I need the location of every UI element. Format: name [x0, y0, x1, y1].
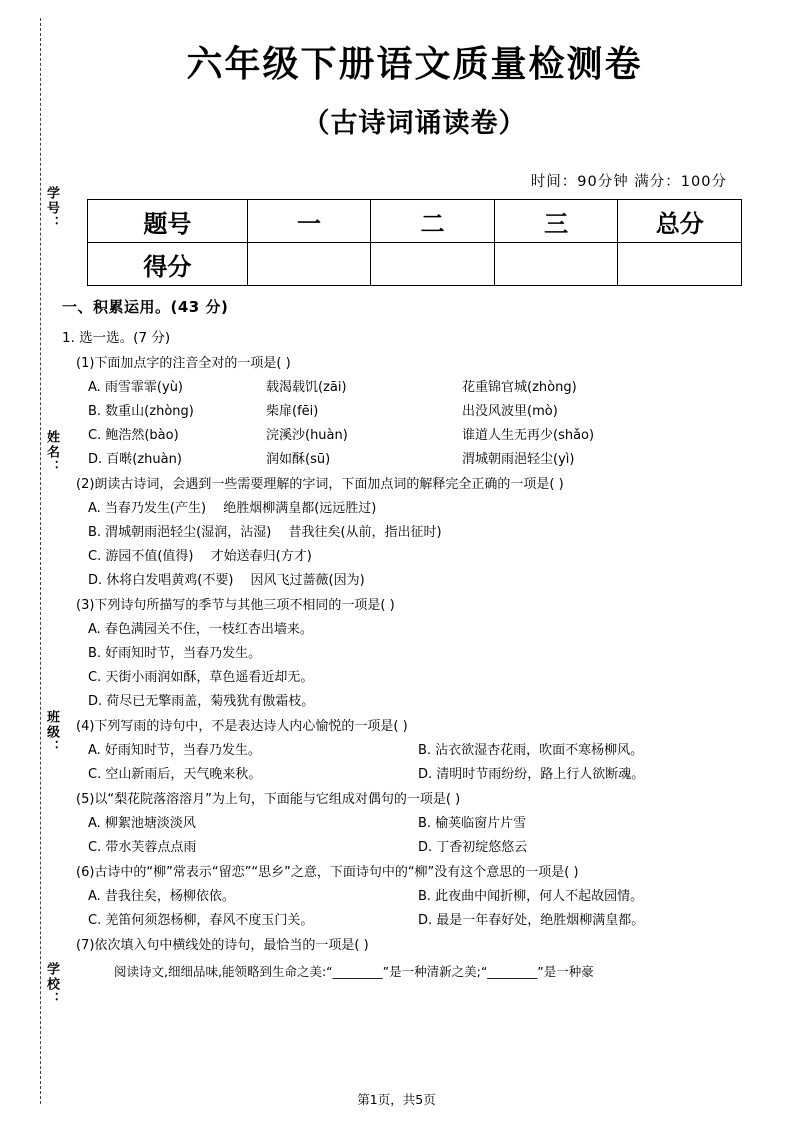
option-row	[88, 885, 767, 904]
option-b[interactable]: B. 榆荚临窗片片雪	[418, 816, 527, 831]
option-a[interactable]: A. 当春乃发生(产生) 绝胜烟柳满皇都(远远胜过)	[88, 501, 377, 516]
side-label-school: 学校：	[45, 962, 60, 1007]
option-c[interactable]: C. 空山新雨后，天气晚来秋。	[88, 767, 262, 782]
score-table	[87, 199, 742, 286]
side-label-class: 班级：	[45, 710, 60, 755]
score-table-cell: 一	[247, 200, 371, 243]
question-1-3-stem: (3)下列诗句所描写的季节与其他三项不相同的一项是( )	[76, 598, 395, 613]
option-d-part3[interactable]: 渭城朝雨浥轻尘(yì)	[462, 452, 575, 467]
option-d[interactable]: D. 最是一年春好处，绝胜烟柳满皇都。	[418, 913, 645, 928]
option-c[interactable]: C. 天街小雨润如酥，草色遥看近却无。	[88, 670, 314, 685]
option-b-part3[interactable]: 出没风波里(mò)	[462, 404, 558, 419]
page-footer: 第1页，共5页	[357, 1092, 436, 1107]
option-row	[88, 763, 767, 782]
score-table-head-qnum: 题号	[88, 200, 248, 243]
question-1-7-stem: (7)依次填入句中横线处的诗句，最恰当的一项是( )	[76, 938, 369, 953]
option-a[interactable]: A. 雨雪霏霏(yù)	[88, 380, 184, 395]
question-1-7-passage: 阅读诗文,细细品味,能领略到生命之美:“________”是一种清新之美;“________”是一种豪	[114, 964, 594, 979]
option-d[interactable]: D. 荷尽已无擎雨盖，菊残犹有傲霜枝。	[88, 694, 315, 709]
paper-content	[62, 0, 767, 1122]
question-1-label: 1. 选一选。(7 分)	[62, 330, 171, 346]
option-c[interactable]: C. 羌笛何须怨杨柳，春风不度玉门关。	[88, 913, 314, 928]
question-1-5-options	[88, 812, 767, 855]
option-c[interactable]: C. 鲍浩然(bào)	[88, 428, 179, 443]
page-subtitle: （古诗词诵读卷）	[302, 108, 527, 139]
score-table-cell: 二	[371, 200, 495, 243]
score-input-cell[interactable]	[618, 243, 742, 286]
option-c[interactable]: C. 带水芙蓉点点雨	[88, 840, 197, 855]
page-title: 六年级下册语文质量检测卷	[186, 44, 643, 85]
option-row	[88, 400, 767, 419]
question-1-3-options	[88, 618, 767, 709]
table-row	[88, 200, 742, 243]
option-b[interactable]: B. 沾衣欲湿杏花雨，吹面不寒杨柳风。	[418, 743, 644, 758]
score-input-cell[interactable]	[371, 243, 495, 286]
fold-line	[40, 18, 41, 1104]
option-row	[88, 448, 767, 467]
option-d-part2[interactable]: 润如酥(sū)	[266, 452, 331, 467]
score-table-head-score: 得分	[88, 243, 248, 286]
option-a-part3[interactable]: 花重锦官城(zhòng)	[462, 380, 577, 395]
score-table-cell: 总分	[618, 200, 742, 243]
option-row	[88, 909, 767, 928]
question-1-5-stem: (5)以“梨花院落溶溶月”为上句，下面能与它组成对偶句的一项是( )	[76, 792, 461, 807]
option-a[interactable]: A. 柳絮池塘淡淡风	[88, 816, 196, 831]
option-d[interactable]: D. 清明时节雨纷纷，路上行人欲断魂。	[418, 767, 645, 782]
option-b[interactable]: B. 数重山(zhòng)	[88, 404, 194, 419]
option-d[interactable]: D. 丁香初绽悠悠云	[418, 840, 528, 855]
question-1-4-stem: (4)下列写雨的诗句中，不是表达诗人内心愉悦的一项是( )	[76, 719, 408, 734]
question-1-4-options	[88, 739, 767, 782]
option-d[interactable]: D. 休将白发唱黄鸡(不要) 因风飞过蔷薇(因为)	[88, 573, 365, 588]
option-a-part2[interactable]: 载渴载饥(zāi)	[266, 380, 347, 395]
score-input-cell[interactable]	[494, 243, 618, 286]
side-label-name: 姓名：	[45, 430, 60, 475]
score-table-cell: 三	[494, 200, 618, 243]
question-1-1-stem: (1)下面加点字的注音全对的一项是( )	[76, 356, 291, 371]
option-row	[88, 424, 767, 443]
option-c-part3[interactable]: 谁道人生无再少(shǎo)	[462, 428, 595, 443]
option-b-part2[interactable]: 柴扉(fēi)	[266, 404, 319, 419]
question-1-6-options	[88, 885, 767, 928]
option-row	[88, 812, 767, 831]
side-label-student-id: 学号：	[45, 186, 60, 231]
option-b[interactable]: B. 此夜曲中闻折柳，何人不起故园情。	[418, 889, 644, 904]
option-c[interactable]: C. 游园不值(值得) 才始送春归(方才)	[88, 549, 312, 564]
question-1-2-stem: (2)朗读古诗词，会遇到一些需要理解的字词，下面加点词的解释完全正确的一项是( )	[76, 477, 564, 492]
question-1-6-stem: (6)古诗中的“柳”常表示“留恋”“思乡”之意，下面诗句中的“柳”没有这个意思的一项是( )	[76, 865, 579, 880]
option-a[interactable]: A. 春色满园关不住，一枝红杏出墙来。	[88, 622, 313, 637]
option-c-part2[interactable]: 浣溪沙(huàn)	[266, 428, 348, 443]
option-row	[88, 739, 767, 758]
section-heading: 一、积累运用。(43 分)	[62, 298, 229, 316]
question-1-1-options	[88, 376, 767, 467]
option-a[interactable]: A. 好雨知时节，当春乃发生。	[88, 743, 261, 758]
option-row	[88, 836, 767, 855]
option-b[interactable]: B. 渭城朝雨浥轻尘(湿润，沾湿) 昔我往矣(从前，指出征时)	[88, 525, 442, 540]
question-1-2-options	[88, 497, 767, 588]
exam-meta-info: 时间：90分钟 满分：100分	[530, 174, 727, 190]
table-row	[88, 243, 742, 286]
option-a[interactable]: A. 昔我往矣，杨柳依依。	[88, 889, 235, 904]
option-b[interactable]: B. 好雨知时节，当春乃发生。	[88, 646, 262, 661]
option-row	[88, 376, 767, 395]
score-input-cell[interactable]	[247, 243, 371, 286]
option-d[interactable]: D. 百啭(zhuàn)	[88, 452, 182, 467]
